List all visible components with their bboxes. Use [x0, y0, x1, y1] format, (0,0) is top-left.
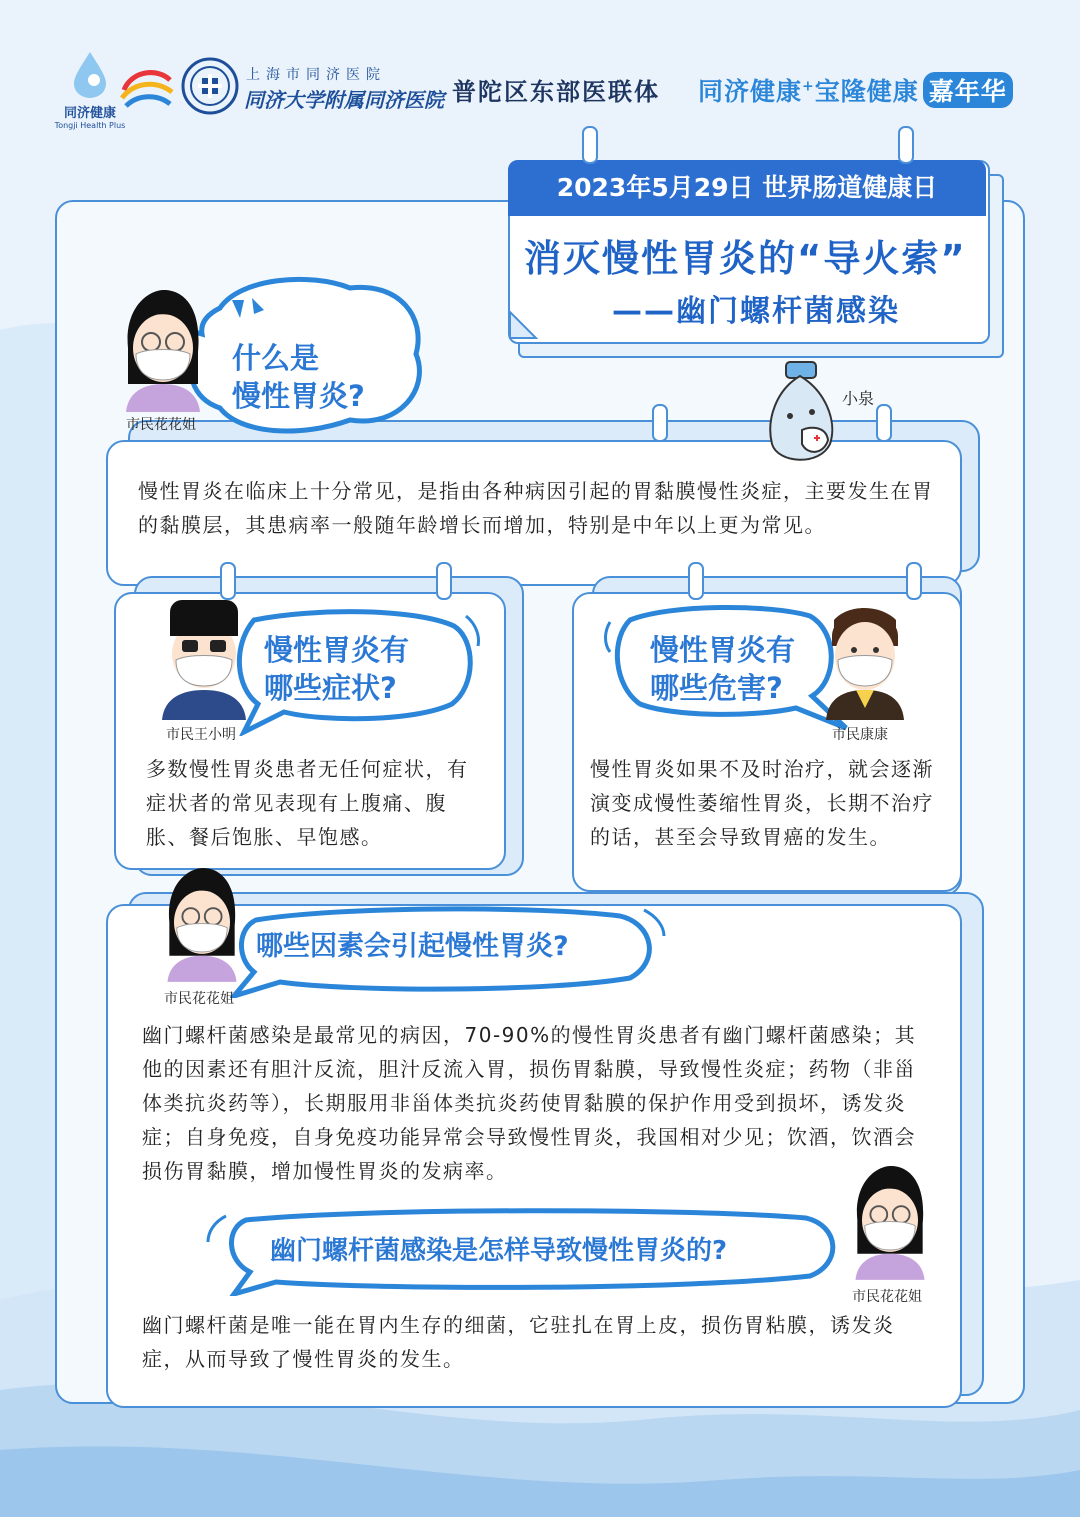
- q1-accent-icon: [230, 296, 270, 326]
- q5-character-label: 市民花花姐: [852, 1289, 922, 1305]
- title-ring-left: [582, 126, 598, 164]
- q1-character-label: 市民花花姐: [126, 417, 196, 433]
- slogan-plus: +: [802, 78, 815, 95]
- q1-ring-right: [876, 404, 892, 442]
- q1-question-line2: 慢性胃炎?: [232, 379, 365, 413]
- q3-ring-right: [906, 562, 922, 600]
- character-kangkang-avatar: [820, 596, 910, 720]
- page-fold-icon: [508, 310, 538, 340]
- slogan-badge: 嘉年华: [923, 72, 1013, 108]
- q1-question-line1: 什么是: [232, 341, 320, 375]
- logo1-sub: Tongji Health Plus: [54, 121, 126, 130]
- character-wangxiaoming-avatar: [156, 596, 252, 720]
- q4-character-label: 市民花花姐: [164, 991, 234, 1007]
- character-huahuajie-avatar: [118, 288, 208, 412]
- q1-ring-left: [652, 404, 668, 442]
- q3-question-line2: 哪些危害?: [650, 671, 783, 705]
- q2-question-line2: 哪些症状?: [264, 671, 397, 705]
- swirl-logo-icon: [118, 60, 176, 112]
- q4-question: 哪些因素会引起慢性胃炎?: [256, 931, 569, 962]
- q2-question-line1: 慢性胃炎有: [264, 633, 410, 667]
- q3-question-line1: 慢性胃炎有: [650, 633, 796, 667]
- character-huahuajie-avatar-3: [848, 1160, 932, 1284]
- q3-answer: 慢性胃炎如果不及时治疗，就会逐渐演变成慢性萎缩性胃炎，长期不治疗的话，甚至会导致胃癌的发生。: [590, 757, 934, 849]
- slogan-mid: 宝隆健康: [814, 77, 919, 106]
- alliance-name: 普陀区东部医联体: [452, 77, 660, 106]
- q5-answer: 幽门螺杆菌是唯一能在胃内生存的细菌，它驻扎在胃上皮，损伤胃粘膜，诱发炎症，从而导致了慢性胃炎的发生。: [142, 1313, 895, 1371]
- character-huahuajie-avatar-2: [160, 862, 244, 986]
- q3-character-label: 市民康康: [832, 727, 888, 743]
- q3-ring-left: [688, 562, 704, 600]
- q2-character-label: 市民王小明: [166, 727, 236, 743]
- q2-answer: 多数慢性胃炎患者无任何症状，有症状者的常见表现有上腹痛、腹胀、餐后饱胀、早饱感。: [146, 757, 469, 849]
- hospital-name-line1: 上海市同济医院: [246, 67, 386, 83]
- page-subtitle: ——幽门螺杆菌感染: [612, 294, 900, 329]
- date-banner: 2023年5月29日 世界肠道健康日: [508, 160, 986, 216]
- mascot-xiaoquan-icon: [760, 360, 840, 470]
- slogan: [698, 72, 1013, 108]
- q2-ring-right: [436, 562, 452, 600]
- q1-answer: 慢性胃炎在临床上十分常见，是指由各种病因引起的胃黏膜慢性炎症，主要发生在胃的黏膜层，其患病率一般随年龄增长而增加，特别是中年以上更为常见。: [138, 479, 934, 537]
- page-title: 消灭慢性胃炎的“导火索”: [524, 237, 967, 280]
- title-ring-right: [898, 126, 914, 164]
- hospital-seal-icon: [180, 56, 240, 116]
- q5-question: 幽门螺杆菌感染是怎样导致慢性胃炎的?: [270, 1236, 728, 1266]
- mascot-label: 小泉: [842, 389, 875, 408]
- logo1-name: 同济健康: [63, 106, 116, 121]
- q4-answer: 幽门螺杆菌感染是最常见的病因，70-90%的慢性胃炎患者有幽门螺杆菌感染；其他的因素还有胆汁反流，胆汁反流入胃，损伤胃黏膜，导致慢性炎症；药物（非甾体类抗炎药等），长期服用非甾体类抗炎药使胃黏膜的保护作用受到损坏，诱发炎症；自身免疫，自身免疫功能异常会导致慢性胃炎，我国相对少见；饮酒，饮酒会损伤胃黏膜，增加慢性胃炎的发病率。: [142, 1023, 917, 1183]
- slogan-main: 同济健康: [698, 77, 803, 106]
- hospital-name-line2: 同济大学附属同济医院: [244, 88, 444, 112]
- q2-ring-left: [220, 562, 236, 600]
